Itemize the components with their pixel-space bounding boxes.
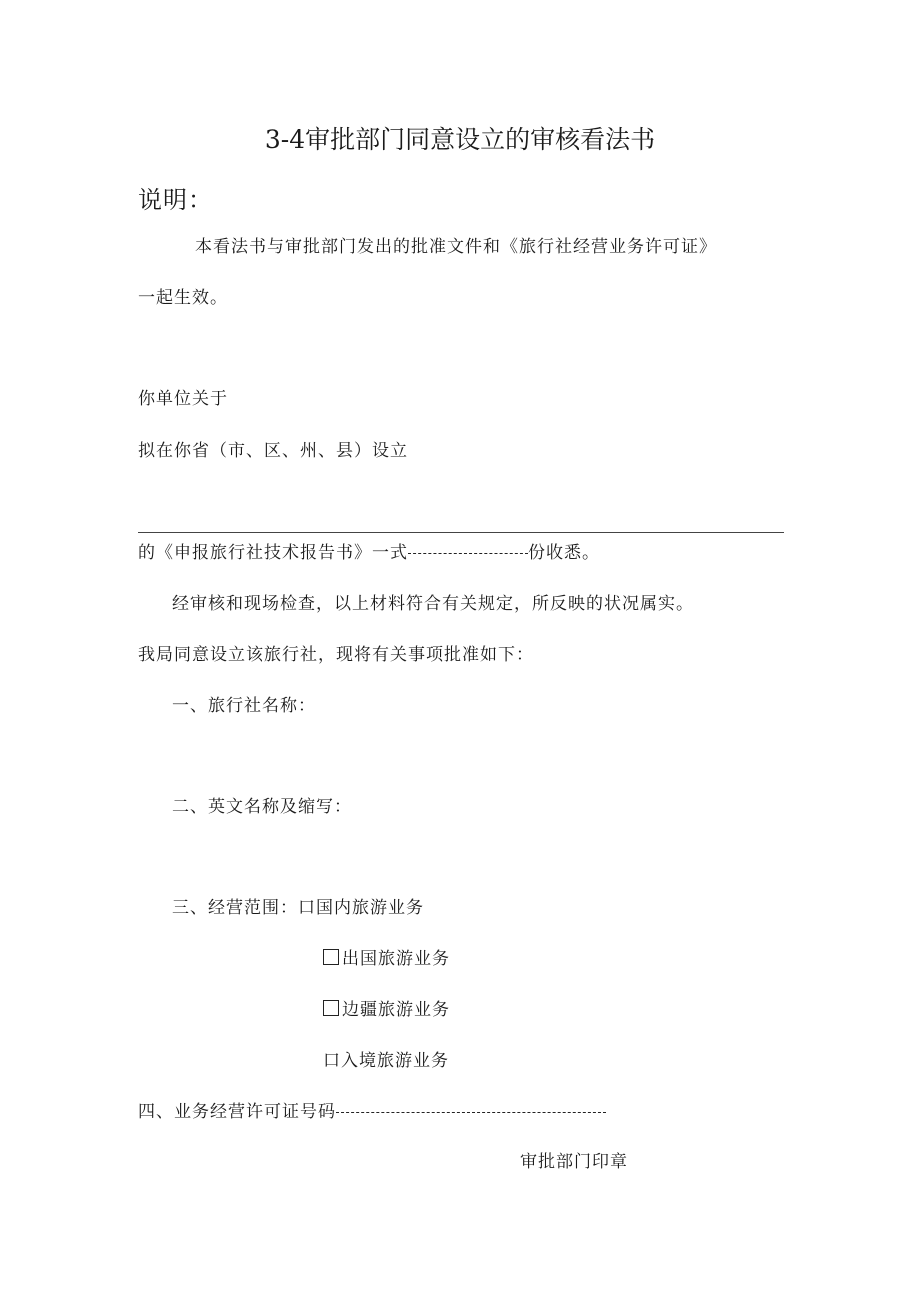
note-line-2: 一起生效。 <box>138 288 228 308</box>
approve-line: 我局同意设立该旅行社，现将有关事项批准如下： <box>138 645 534 665</box>
license-number-label: 四、业务经营许可证号码 <box>138 1102 336 1122</box>
region-line: 拟在你省（市、区、州、县）设立 <box>138 441 408 461</box>
item-english-name: 二、英文名称及缩写： <box>172 797 352 817</box>
report-line <box>138 538 600 563</box>
copies-blank <box>408 553 528 554</box>
scope-mark-domestic: 口 <box>298 898 316 918</box>
item-travel-agency-name: 一、旅行社名称： <box>172 696 316 716</box>
checkbox-outbound[interactable] <box>323 949 339 965</box>
scope-outbound: 出国旅游业务 <box>342 949 450 969</box>
document-title: 3-4审批部门同意设立的审核看法书 <box>264 125 656 154</box>
item-business-scope <box>172 893 424 918</box>
review-line: 经审核和现场检查，以上材料符合有关规定，所反映的状况属实。 <box>172 594 694 614</box>
note-line-1: 本看法书与审批部门发出的批准文件和《旅行社经营业务许可证》 <box>195 237 717 257</box>
unit-line: 你单位关于 <box>138 389 228 409</box>
note-label: 说明： <box>138 186 213 214</box>
fill-in-underline <box>138 532 784 533</box>
business-scope-label: 三、经营范围： <box>172 898 298 918</box>
license-number-blank <box>336 1112 606 1113</box>
item-license-number <box>138 1097 606 1122</box>
scope-border-row <box>323 995 450 1020</box>
scope-domestic: 国内旅游业务 <box>316 898 424 918</box>
scope-inbound-row <box>323 1046 449 1071</box>
report-line-text: 的《申报旅行社技术报告书》一式 <box>138 543 408 563</box>
scope-mark-inbound: 口 <box>323 1051 341 1071</box>
scope-outbound-row <box>323 944 450 969</box>
checkbox-border[interactable] <box>323 1000 339 1016</box>
seal-label: 审批部门印章 <box>520 1152 628 1172</box>
report-line-end: 份收悉。 <box>528 543 600 563</box>
scope-border: 边疆旅游业务 <box>342 1000 450 1020</box>
scope-inbound: 入境旅游业务 <box>341 1051 449 1071</box>
